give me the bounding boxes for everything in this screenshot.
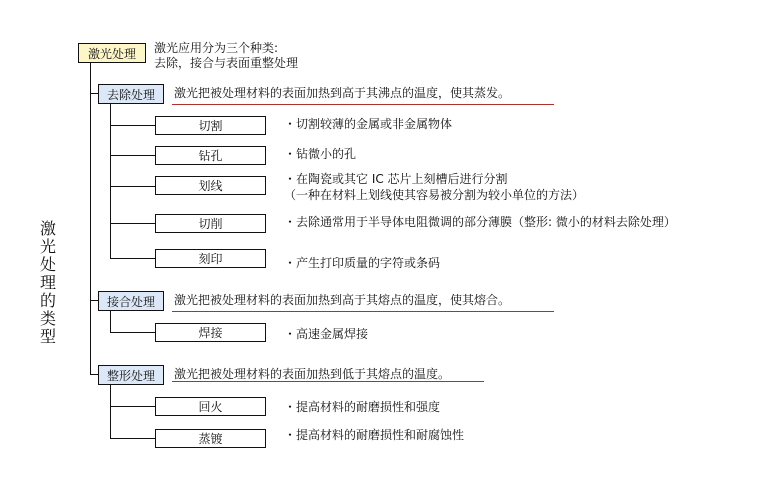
item-desc: ・在陶瓷或其它 IC 芯片上刻槽后进行分割: [284, 172, 508, 186]
category-desc: 激光把被处理材料的表面加热到低于其熔点的温度。: [174, 367, 451, 381]
root-label: 激光处理: [87, 46, 136, 61]
category-desc-underline: [172, 104, 554, 105]
title-char: 光: [39, 237, 56, 256]
item-desc: ・高速金属焊接: [284, 327, 369, 341]
branch-line: [110, 311, 111, 332]
title-char: 类: [39, 309, 56, 328]
connector-line: [110, 406, 155, 407]
root-desc-line2: 去除，接合与表面重整处理: [154, 56, 299, 70]
item-desc-2: （一种在材料上划线使其容易被分割为较小单位的方法）: [284, 188, 585, 202]
root-trunk-line: [90, 63, 91, 375]
item-box-cutting: [155, 116, 266, 135]
root-box: [78, 43, 146, 63]
item-label: 刻印: [198, 252, 223, 266]
connector-line: [110, 438, 155, 439]
item-desc: ・钻微小的孔: [284, 147, 357, 161]
category-label: 接合处理: [106, 294, 155, 309]
item-box-scribing: [155, 176, 266, 195]
connector-line: [110, 186, 155, 187]
item-box-drilling: [155, 146, 266, 165]
item-box-welding: [155, 323, 266, 342]
item-label: 钻孔: [198, 149, 223, 163]
title-char: 理: [39, 273, 56, 292]
connector-line: [110, 332, 155, 333]
branch-line: [110, 104, 111, 258]
item-desc: ・提高材料的耐磨损性和耐腐蚀性: [284, 428, 465, 442]
category-box-removal: [98, 84, 164, 104]
item-label: 回火: [198, 400, 223, 414]
root-desc-line1: 激光应用分为三个种类:: [154, 41, 279, 55]
item-box-marking: [155, 249, 266, 268]
connector-line: [90, 93, 98, 94]
title-char: 的: [39, 291, 56, 310]
item-label: 切削: [198, 217, 223, 231]
connector-line: [110, 125, 155, 126]
category-box-shaping: [98, 365, 164, 385]
item-label: 焊接: [198, 326, 223, 340]
connector-line: [90, 374, 98, 375]
item-desc: ・去除通常用于半导体电阻微调的部分薄膜（整形: 微小的材料去除处理）: [284, 215, 676, 229]
item-label: 蒸镀: [198, 432, 223, 446]
item-desc: ・产生打印质量的字符或条码: [284, 256, 441, 270]
branch-line: [110, 385, 111, 438]
item-label: 划线: [198, 179, 223, 193]
category-desc-underline: [172, 311, 554, 312]
item-box-tempering: [155, 397, 266, 416]
vertical-title: [38, 220, 58, 346]
item-box-deposition: [155, 429, 266, 448]
item-box-trimming: [155, 214, 266, 233]
title-char: 处: [39, 255, 56, 274]
item-desc: ・切割较薄的金属或非金属物体: [284, 117, 453, 131]
category-label: 整形处理: [106, 368, 155, 383]
connector-line: [110, 155, 155, 156]
title-char: 激: [39, 219, 56, 238]
item-desc: ・提高材料的耐磨损性和强度: [284, 400, 441, 414]
category-desc-underline: [172, 381, 484, 382]
title-char: 型: [39, 327, 56, 346]
connector-line: [110, 258, 155, 259]
connector-line: [90, 300, 98, 301]
category-box-joining: [98, 291, 164, 311]
connector-line: [110, 223, 155, 224]
item-label: 切割: [198, 119, 223, 133]
category-desc: 激光把被处理材料的表面加热到高于其熔点的温度，使其熔合。: [174, 293, 511, 307]
category-desc: 激光把被处理材料的表面加热到高于其沸点的温度，使其蒸发。: [174, 86, 511, 100]
category-label: 去除处理: [106, 87, 155, 102]
